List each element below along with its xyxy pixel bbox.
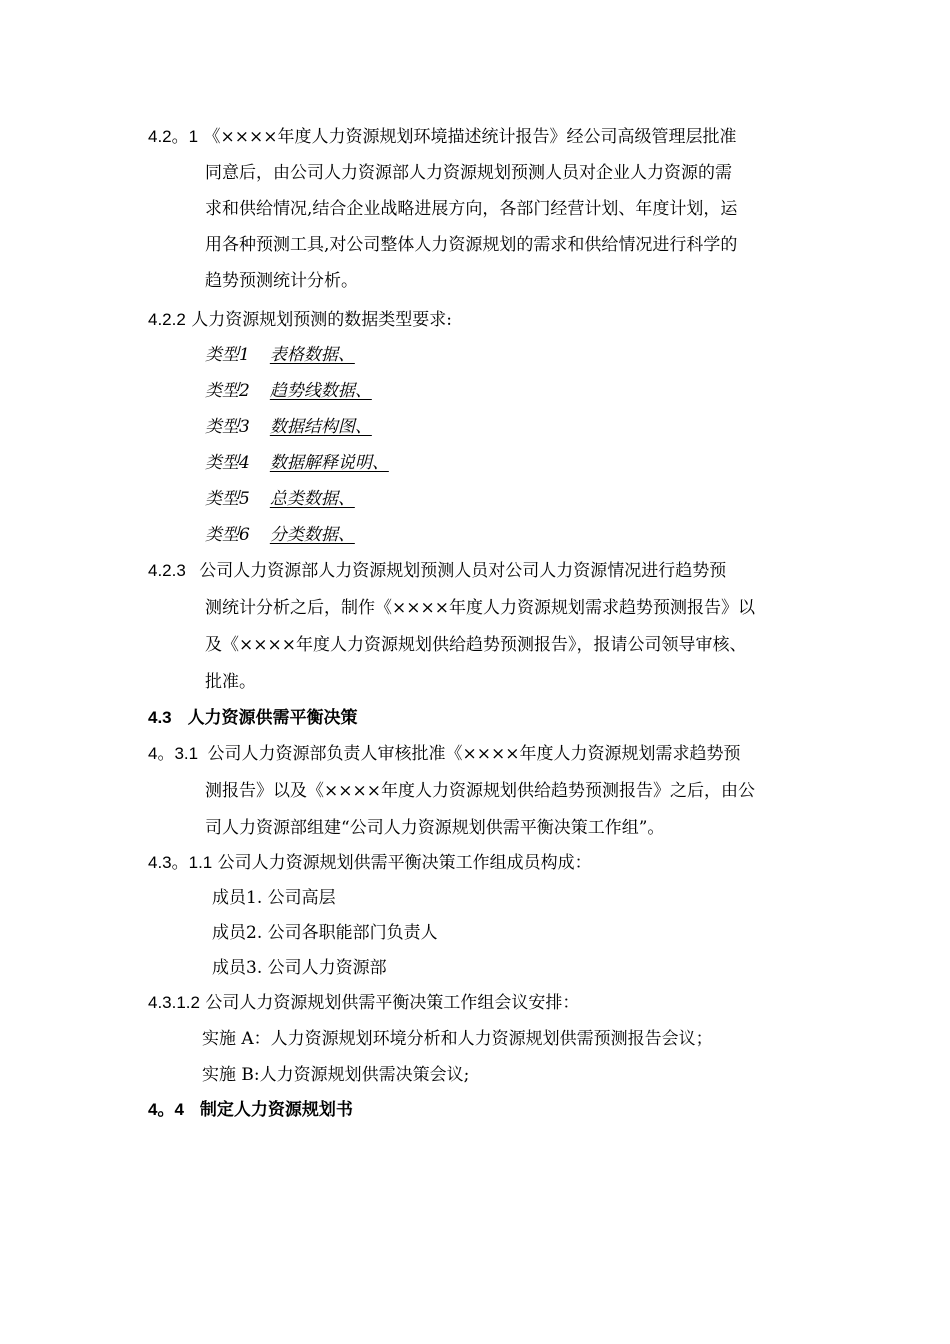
section-number: 4。3.1	[148, 744, 199, 763]
implementation-item: 实施 A：人力资源规划环境分析和人力资源规划供需预测报告会议；	[202, 1029, 713, 1049]
data-type-item	[205, 380, 372, 402]
section-text: 公司人力资源规划供需平衡决策工作组成员构成：	[217, 853, 592, 873]
paragraph-text: 公司人力资源部人力资源规划预测人员对公司人力资源情况进行趋势预	[199, 561, 727, 581]
section-number: 4.2。1	[148, 127, 199, 146]
section-4-3-1-2-heading	[148, 992, 579, 1014]
data-type-item	[205, 524, 355, 546]
data-type-label: 类型1	[205, 345, 250, 365]
paragraph-line: 司人力资源部组建“公司人力资源规划供需平衡决策工作组”。	[205, 818, 665, 838]
data-type-value: 数据结构图、	[269, 417, 372, 437]
section-number: 4。4	[148, 1100, 184, 1119]
paragraph-line: 求和供给情况,结合企业战略进展方向，各部门经营计划、年度计划，运	[205, 199, 738, 219]
section-title: 制定人力资源规划书	[199, 1100, 353, 1120]
paragraph-text: 公司人力资源部负责人审核批准《××××年度人力资源规划需求趋势预	[207, 744, 741, 764]
data-type-label: 类型6	[205, 525, 250, 545]
paragraph-line: 趋势预测统计分析。	[205, 271, 358, 291]
section-4-3-heading	[148, 707, 358, 729]
paragraph-line: 批准。	[205, 672, 256, 692]
data-type-item	[205, 344, 355, 366]
paragraph-line: 及《××××年度人力资源规划供给趋势预测报告》，报请公司领导审核、	[205, 635, 747, 655]
data-type-item	[205, 416, 372, 438]
data-type-value: 表格数据、	[269, 345, 355, 365]
section-number: 4.3.1.2	[148, 993, 200, 1012]
member-item: 成员3. 公司人力资源部	[212, 958, 387, 978]
data-type-value: 趋势线数据、	[269, 381, 372, 401]
section-4-2-2-heading	[148, 309, 452, 331]
data-type-value: 分类数据、	[269, 525, 355, 545]
section-title: 人力资源供需平衡决策	[187, 708, 358, 728]
section-number: 4.3。1.1	[148, 853, 213, 872]
section-4-2-1-line-1	[148, 126, 736, 148]
implementation-item: 实施 B:人力资源规划供需决策会议;	[202, 1065, 470, 1085]
section-number: 4.2.2	[148, 310, 186, 329]
section-4-3-1-line-1	[148, 743, 740, 765]
section-number: 4.3	[148, 708, 172, 727]
section-text: 公司人力资源规划供需平衡决策工作组会议安排：	[205, 993, 580, 1013]
paragraph-line: 测统计分析之后，制作《××××年度人力资源规划需求趋势预测报告》以	[205, 598, 755, 618]
paragraph-line: 测报告》以及《××××年度人力资源规划供给趋势预测报告》之后，由公	[205, 781, 755, 801]
paragraph-line: 同意后，由公司人力资源部人力资源规划预测人员对企业人力资源的需	[205, 163, 732, 183]
member-item: 成员2. 公司各职能部门负责人	[212, 923, 438, 943]
data-type-label: 类型4	[205, 453, 250, 473]
data-type-label: 类型2	[205, 381, 250, 401]
paragraph-text: 《××××年度人力资源规划环境描述统计报告》经公司高级管理层批准	[203, 127, 737, 147]
data-type-value: 总类数据、	[269, 489, 355, 509]
section-4-3-1-1-heading	[148, 852, 592, 874]
member-item: 成员1. 公司高层	[212, 888, 336, 908]
data-type-item	[205, 452, 389, 474]
section-text: 人力资源规划预测的数据类型要求:	[191, 310, 452, 330]
paragraph-line: 用各种预测工具,对公司整体人力资源规划的需求和供给情况进行科学的	[205, 235, 738, 255]
data-type-label: 类型5	[205, 489, 250, 509]
data-type-label: 类型3	[205, 417, 250, 437]
data-type-item	[205, 488, 355, 510]
data-type-value: 数据解释说明、	[269, 453, 389, 473]
section-number: 4.2.3	[148, 561, 186, 580]
section-4-4-heading	[148, 1099, 353, 1121]
section-4-2-3-line-1	[148, 560, 726, 582]
